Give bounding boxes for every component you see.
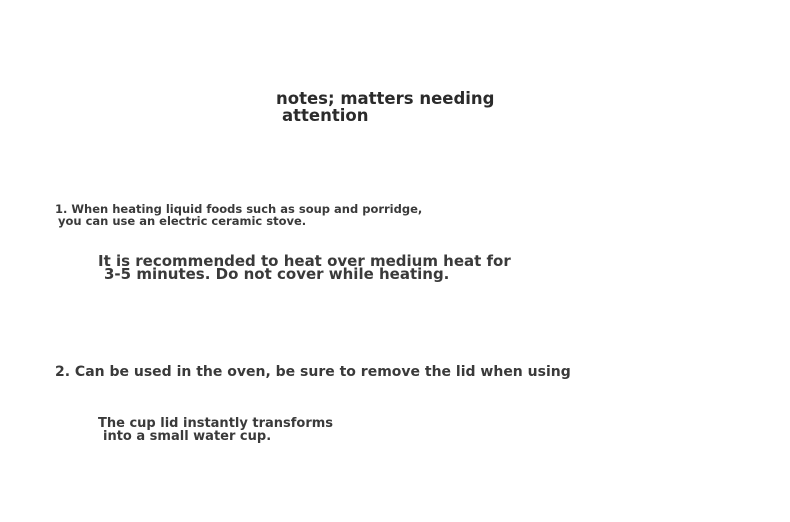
note-2-tip-line-1: The cup lid instantly transforms <box>98 416 334 431</box>
note-item-1 <box>55 203 422 227</box>
note-1-tip <box>98 252 511 283</box>
note-item-2 <box>55 364 571 381</box>
note-1-tip-line-1: It is recommended to heat over medium heat for <box>98 252 511 270</box>
note-1-line-1: 1. When heating liquid foods such as soup and porridge, <box>55 202 423 216</box>
note-2-tip <box>98 417 333 443</box>
note-1-line-2: you can use an electric ceramic stove. <box>58 214 307 228</box>
note-2-tip-line-2: into a small water cup. <box>103 429 272 444</box>
note-1-tip-line-2: 3-5 minutes. Do not cover while heating. <box>104 265 450 283</box>
page-title-line-2: attention <box>282 106 369 125</box>
page-title-line-1: notes; matters needing <box>276 89 495 108</box>
note-2-line-1: 2. Can be used in the oven, be sure to remove the lid when using <box>55 364 571 380</box>
page-title <box>276 90 494 124</box>
